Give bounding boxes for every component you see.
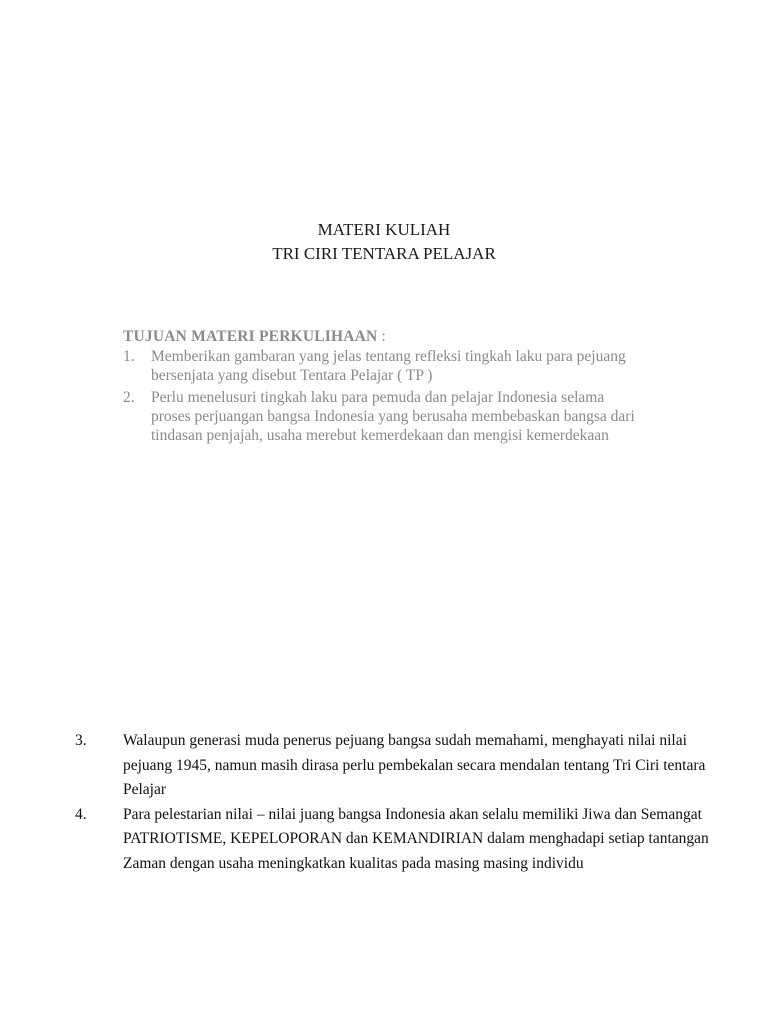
point-text: Para pelestarian nilai – nilai juang bangsa Indonesia akan selalu memiliki Jiwa dan Semangat PATRIOTISME, KEPELOPORAN dan KEMANDIRIAN dalam menghadapi setiap tantangan Zaman dengan usaha meningkatkan kualitas pada masing masing individu	[123, 805, 709, 872]
goal-item-1	[123, 347, 643, 385]
point-item-3	[75, 729, 725, 803]
point-number: 3.	[75, 732, 87, 749]
goal-text: Perlu menelusuri tingkah laku para pemuda dan pelajar Indonesia selama proses perjuangan bangsa Indonesia yang berusaha membebaskan bangsa dari tindasan penjajah, usaha merebut kemerdekaan dan mengisi kemerdekaan	[151, 389, 635, 444]
goal-text: Memberikan gambaran yang jelas tentang refleksi tingkah laku para pejuang bersenjata yang disebut Tentara Pelajar ( TP )	[151, 348, 626, 384]
document-title	[0, 218, 768, 266]
goals-heading	[123, 327, 643, 346]
points-section	[75, 729, 725, 876]
goal-item-2	[123, 388, 643, 445]
point-text: Walaupun generasi muda penerus pejuang bangsa sudah memahami, menghayati nilai nilai pejuang 1945, namun masih dirasa perlu pembekalan secara mendalan tentang Tri Ciri tentara Pelajar	[123, 732, 706, 798]
goals-heading-text: TUJUAN MATERI PERKULIHAAN	[123, 328, 378, 345]
title-line-2: TRI CIRI TENTARA PELAJAR	[272, 244, 496, 263]
goals-heading-colon: :	[377, 328, 387, 345]
point-item-4	[75, 803, 725, 877]
goals-section	[123, 327, 643, 445]
goal-number: 2.	[123, 389, 135, 406]
title-line-1: MATERI KULIAH	[317, 220, 451, 239]
point-number: 4.	[75, 805, 87, 823]
goal-number: 1.	[123, 348, 135, 365]
